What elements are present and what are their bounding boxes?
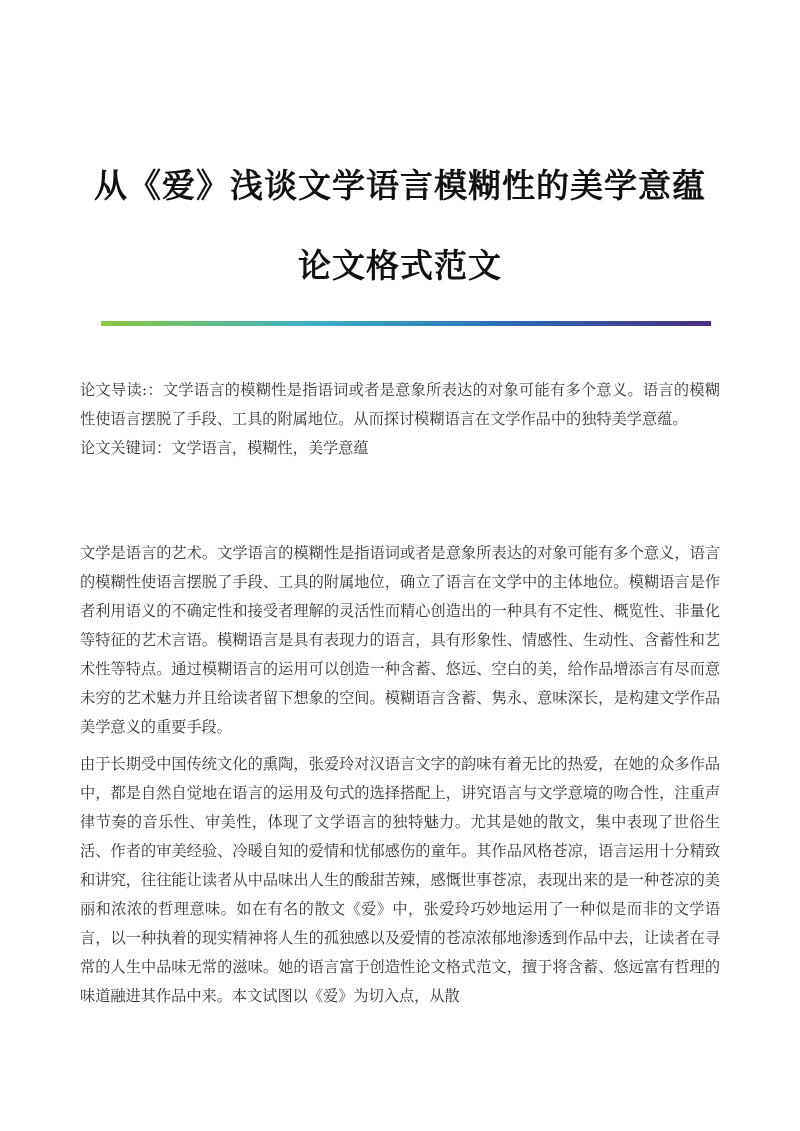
document-title-line-2: 论文格式范文 xyxy=(298,246,502,285)
document-title-line-1: 从《爱》浅谈文学语言模糊性的美学意蕴 xyxy=(94,166,706,205)
abstract-guide: 论文导读:：文学语言的模糊性是指语词或者是意象所表达的对象可能有多个意义。语言的模糊性使语言摆脱了手段、工具的附属地位。从而探讨模糊语言在文学作品中的独特美学意蕴。 xyxy=(80,381,720,428)
body-paragraph-1: 文学是语言的艺术。文学语言的模糊性是指语词或者是意象所表达的对象可能有多个意义，语言的模糊性使语言摆脱了手段、工具的附属地位，确立了语言在文学中的主体地位。模糊语言是作者利用语义的不确定性和接受者理解的灵活性而精心创造出的一种具有不定性、概览性、非量化等特征的艺术言语。模糊语言是具有表现力的语言，具有形象性、情感性、生动性、含蓄性和艺术性等特点。通过模糊语言的运用可以创造一种含蓄、悠远、空白的美，给作品增添言有尽而意未穷的艺术魅力并且给读者留下想象的空间。模糊语言含蓄、隽永、意味深长，是构建文学作品美学意义的重要手段。 xyxy=(80,544,720,736)
title-gradient-divider xyxy=(101,321,711,326)
abstract-section xyxy=(80,376,720,463)
abstract-keywords: 论文关键词：文学语言，模糊性，美学意蕴 xyxy=(80,439,369,457)
body-paragraph-2: 由于长期受中国传统文化的熏陶，张爱玲对汉语言文字的韵味有着无比的热爱，在她的众多作品中，都是自然自觉地在语言的运用及句式的选择搭配上，讲究语言与文学意境的吻合性，注重声律节奏的音乐性、审美性，体现了文学语言的独特魅力。尤其是她的散文，集中表现了世俗生活、作者的审美经验、冷暖自知的爱情和忧郁感伤的童年。其作品风格苍凉，语言运用十分精致和讲究，往往能让读者从中品味出人生的酸甜苦辣，感慨世事苍凉，表现出来的是一种苍凉的美丽和浓浓的哲理意味。如在有名的散文《爱》中，张爱玲巧妙地运用了一种似是而非的文学语言，以一种执着的现实精神将人生的孤独感以及爱情的苍凉浓郁地渗透到作品中去，让读者在寻常的人生中品味无常的滋味。她的语言富于创造性论文格式范文，擅于将含蓄、悠远富有哲理的味道融进其作品中来。本文试图以《爱》为切入点，从散 xyxy=(80,755,720,1005)
body-section xyxy=(80,539,720,1019)
